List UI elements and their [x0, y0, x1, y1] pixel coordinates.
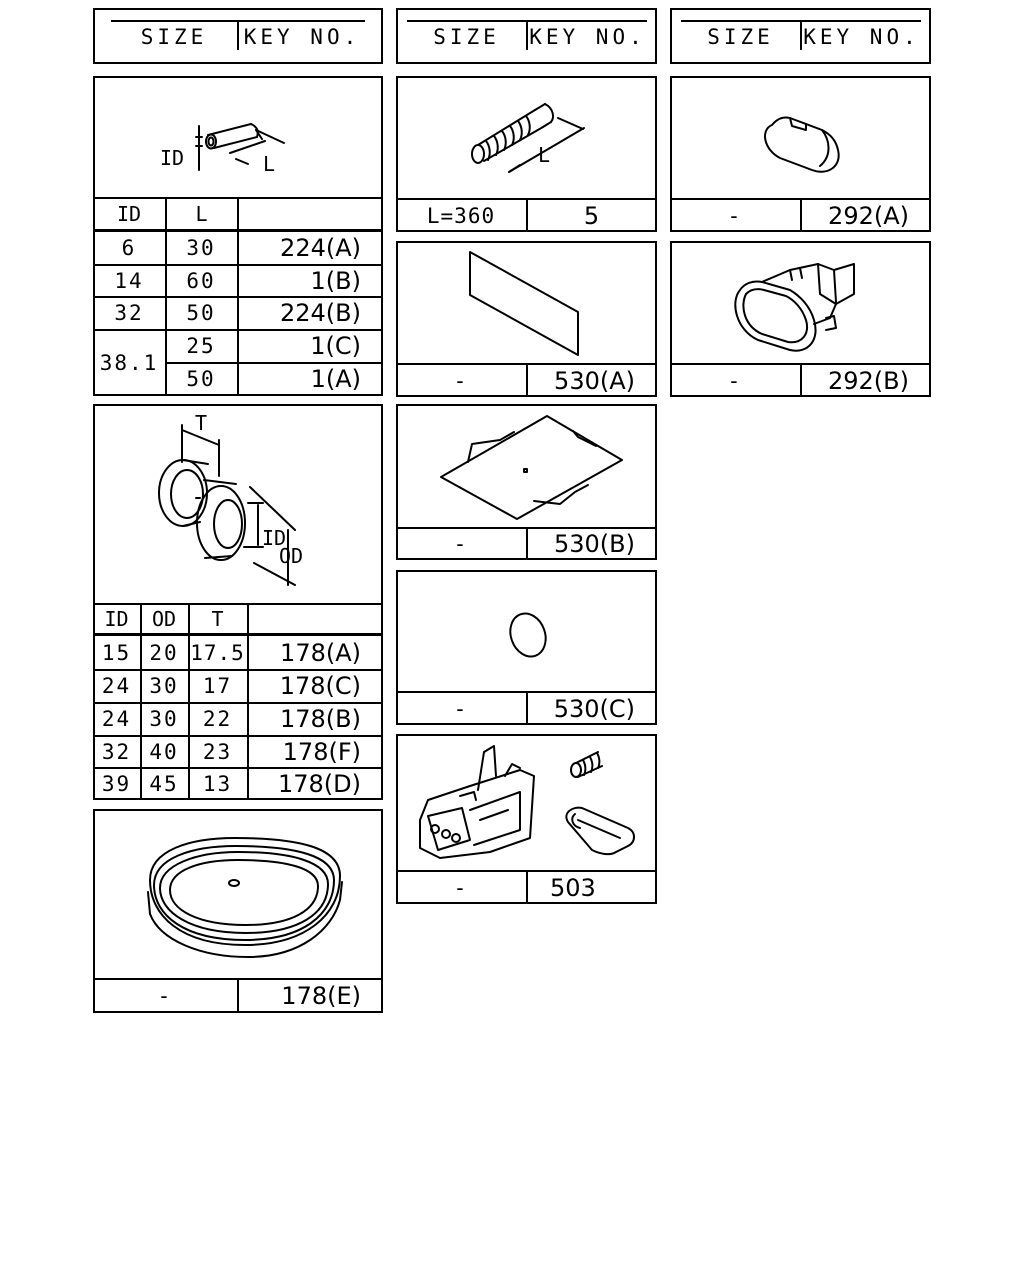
- grommet-row3-t: 22: [202, 707, 233, 731]
- grommet-row2-od: 30: [149, 674, 179, 698]
- grommet-row4-key: 178(F): [282, 737, 361, 766]
- oval-grommet-size: -: [157, 984, 173, 1008]
- tube-label-id: ID: [160, 146, 185, 170]
- grommet-label-id: ID: [262, 526, 287, 550]
- tape-a-key: 530(A): [554, 366, 635, 395]
- header-size-col2: SIZE: [433, 25, 500, 49]
- grommet-row2-id: 24: [101, 674, 132, 698]
- tube-col-id: ID: [116, 202, 142, 226]
- tape-b-key: 530(B): [554, 530, 635, 558]
- grommet-row4-od: 40: [149, 739, 179, 764]
- grommet-row3-key: 178(B): [280, 705, 361, 733]
- grommet-row1-od: 20: [149, 641, 179, 665]
- tube-row2-key: 1(B): [310, 266, 361, 295]
- tube-col-l: L: [195, 202, 208, 226]
- cover-b-size: -: [727, 368, 743, 393]
- tube-row3-key: 224(B): [280, 299, 361, 327]
- oval-grommet-key: 178(E): [281, 982, 361, 1010]
- tube-row4-key: 1(C): [310, 332, 361, 360]
- grommet-col-od: OD: [151, 607, 177, 631]
- tape-c-key: 530(C): [553, 694, 635, 723]
- grommet-row2-key: 178(C): [279, 672, 361, 700]
- grommet-row5-t: 13: [202, 771, 233, 796]
- tape-b-size: -: [453, 532, 469, 556]
- header-keyno-col3: KEY NO.: [803, 25, 920, 49]
- cover-b-illustration: [735, 264, 854, 351]
- tube-row4-l: 25: [186, 334, 216, 358]
- grommet-row3-od: 30: [149, 707, 179, 731]
- grommet-row5-id: 39: [101, 771, 132, 796]
- header-keyno-col2: KEY NO.: [529, 25, 646, 49]
- grommet-col-t: T: [211, 607, 224, 631]
- grommet-label-t: T: [195, 411, 208, 435]
- grommet-row5-od: 45: [149, 771, 179, 796]
- grommet-row1-key: 178(A): [280, 639, 361, 667]
- cover-a-key: 292(A): [828, 201, 909, 230]
- grommet-label-od: OD: [279, 544, 304, 568]
- tube-row1-key: 224(A): [280, 234, 361, 262]
- cover-b-key: 292(B): [828, 366, 909, 395]
- grommet-row5-key: 178(D): [277, 769, 361, 798]
- tube-label-l: L: [263, 152, 276, 176]
- tube-row5-key: 1(A): [310, 365, 361, 393]
- tube-row2-id: 14: [114, 268, 144, 293]
- tube-row2-l: 60: [186, 268, 216, 293]
- tube-row1-id: 6: [121, 236, 137, 260]
- grommet-row2-t: 17: [202, 674, 233, 698]
- header-size-col3: SIZE: [707, 25, 774, 49]
- tube-row5-l: 50: [186, 367, 216, 391]
- spiral-tube-size: L=360: [426, 203, 496, 228]
- connector-kit-key: 503: [550, 873, 596, 902]
- header-keyno-col1: KEY NO.: [243, 25, 361, 49]
- grommet-row1-id: 15: [101, 641, 132, 665]
- tube-row3-l: 50: [186, 301, 216, 325]
- tube-row4-id: 38.1: [99, 350, 159, 375]
- tape-c-size: -: [453, 696, 469, 721]
- header-size-col1: SIZE: [140, 25, 208, 49]
- grommet-row4-t: 23: [202, 739, 233, 764]
- cover-a-size: -: [727, 203, 743, 228]
- spiral-tube-label-l: L: [538, 143, 551, 167]
- grommet-row1-t: 17.5: [190, 641, 245, 665]
- connector-kit-size: -: [453, 875, 469, 900]
- tube-row3-id: 32: [114, 301, 144, 325]
- tube-row1-l: 30: [186, 236, 216, 260]
- grommet-row4-id: 32: [101, 739, 132, 764]
- grommet-col-id: ID: [104, 607, 129, 631]
- tape-a-size: -: [453, 368, 469, 393]
- grommet-row3-id: 24: [101, 707, 132, 731]
- spiral-tube-key: 5: [583, 201, 600, 230]
